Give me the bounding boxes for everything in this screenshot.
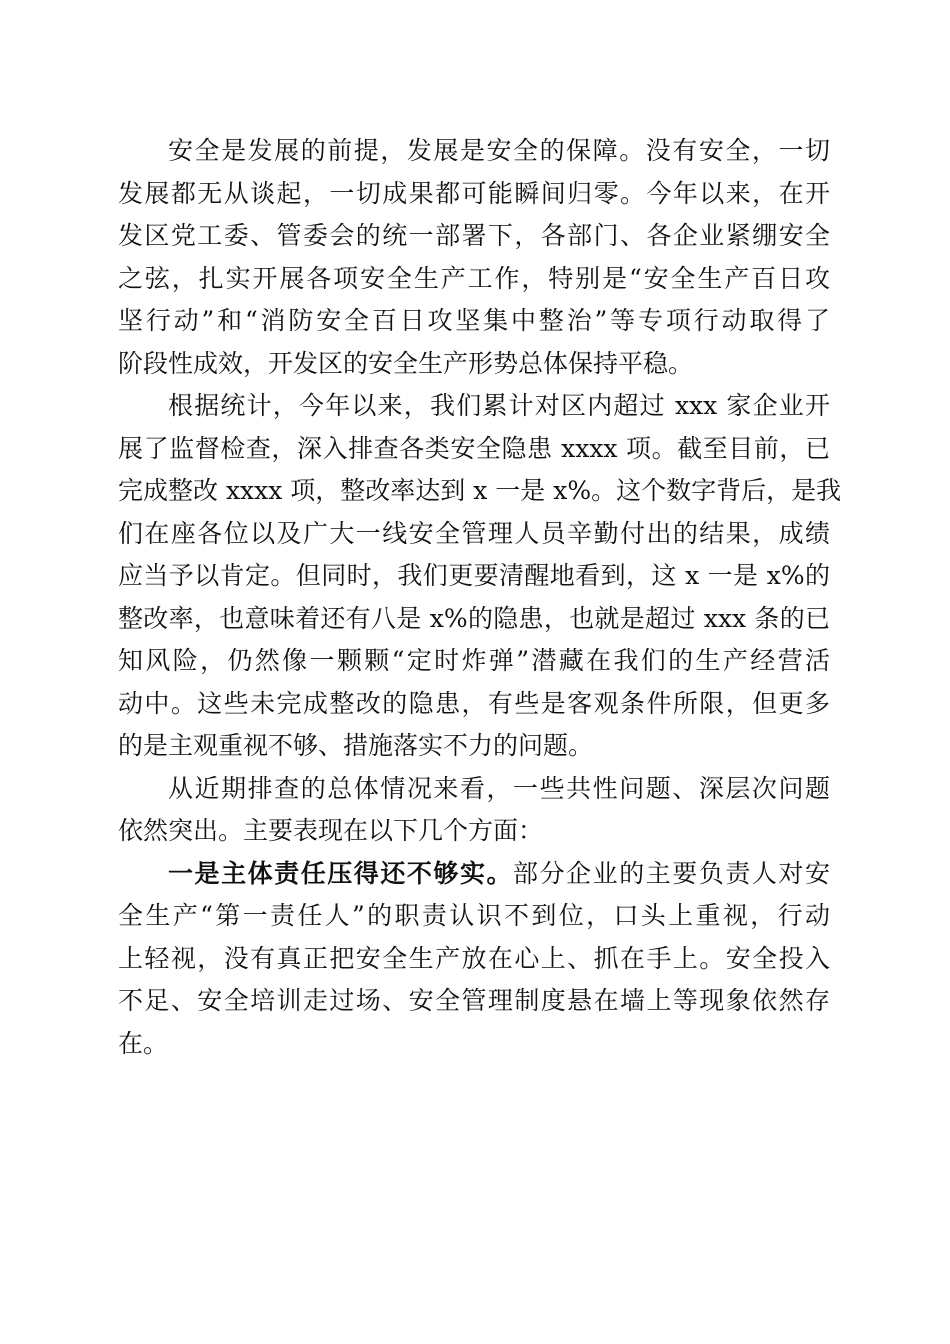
text-line: 根据统计，今年以来，我们累计对区内超过 xxx 家企业开 [168,391,830,420]
text-line: 们在座各位以及广大一线安全管理人员辛勤付出的结果，成绩 [118,518,830,548]
point-text: 部分企业的主要负责人对安 [513,858,830,888]
text-line: 全生产“第一责任人”的职责认识不到位，口头上重视，行动 [118,901,830,930]
text-line: 应当予以肯定。但同时，我们更要清醒地看到，这 x 一是 x%的 [118,561,830,590]
text-line: 不足、安全培训走过场、安全管理制度悬在墙上等现象依然存 [118,986,830,1015]
point-heading: 一是主体责任压得还不够实。 [168,858,514,888]
text-line: 发区党工委、管委会的统一部署下，各部门、各企业紧绷安全 [118,221,830,250]
paragraph-statistics [118,385,842,768]
text-line: 阶段性成效，开发区的安全生产形势总体保持平稳。 [118,348,694,378]
document-body [118,130,842,1065]
text-line: 上轻视，没有真正把安全生产放在心上、抓在手上。安全投入 [118,943,830,973]
text-line: 整改率，也意味着还有八是 x%的隐患，也就是超过 xxx 条的已 [118,603,830,633]
text-line [118,853,830,896]
text-line: 发展都无从谈起，一切成果都可能瞬间归零。今年以来，在开 [118,178,830,208]
text-line: 从近期排查的总体情况来看，一些共性问题、深层次问题 [168,773,830,803]
text-line: 完成整改 xxxx 项，整改率达到 x 一是 x%。这个数字背后，是我 [118,476,842,505]
text-line: 安全是发展的前提，发展是安全的保障。没有安全，一切 [168,136,830,165]
text-line: 依然突出。主要表现在以下几个方面： [118,816,544,845]
text-line: 坚行动”和“消防安全百日攻坚集中整治”等专项行动取得了 [118,306,830,335]
text-line: 展了监督检查，深入排查各类安全隐患 xxxx 项。截至目前，已 [118,433,830,463]
text-line: 的是主观重视不够、措施落实不力的问题。 [118,731,594,760]
text-line: 动中。这些未完成整改的隐患，有些是客观条件所限，但更多 [118,688,830,718]
paragraph-intro [118,130,830,385]
text-line: 之弦，扎实开展各项安全生产工作，特别是“安全生产百日攻 [118,263,830,293]
text-line: 在。 [118,1028,169,1058]
paragraph-point-one [118,853,830,1066]
text-line: 知风险，仍然像一颗颗“定时炸弹”潜藏在我们的生产经营活 [118,646,830,675]
paragraph-overview [118,768,830,853]
